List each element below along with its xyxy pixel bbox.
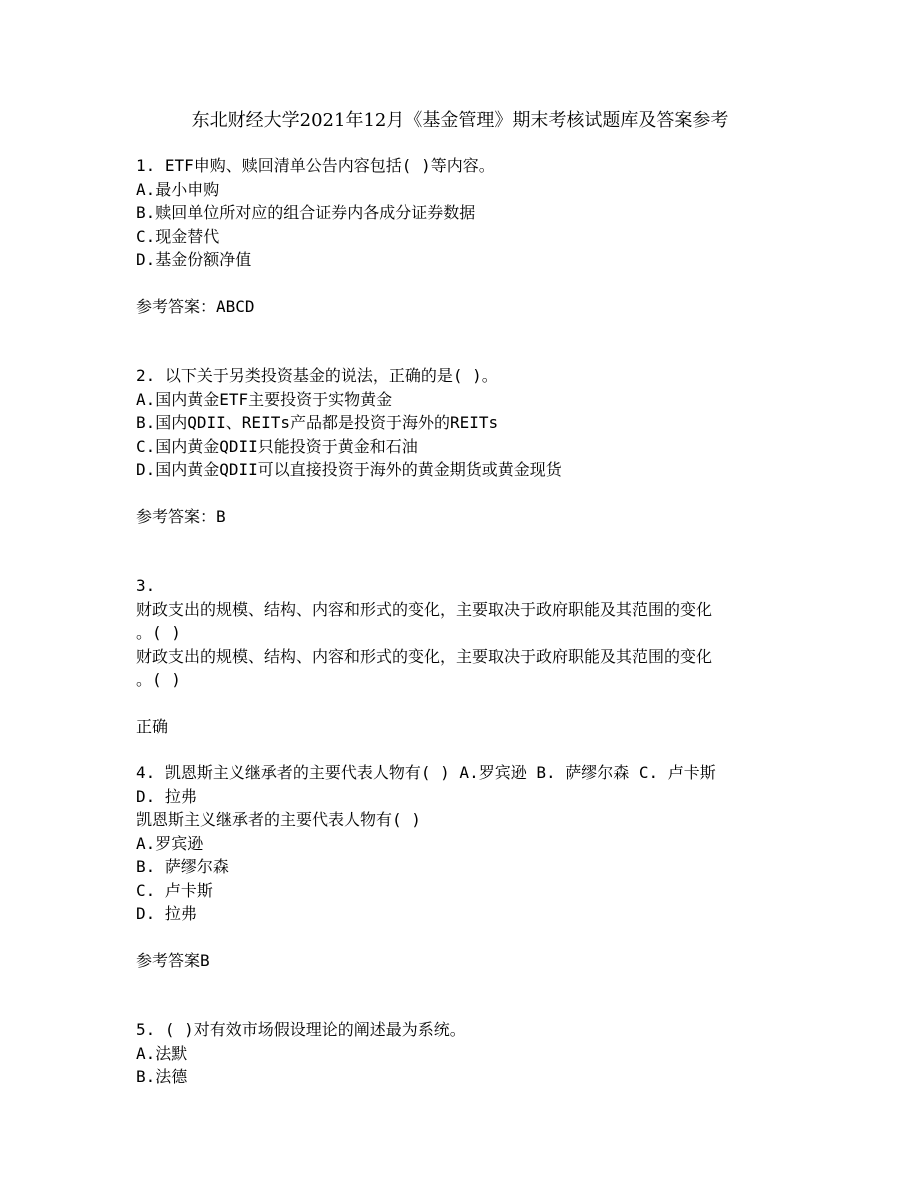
- spacer: [136, 972, 816, 1018]
- question-3-text-line: 财政支出的规模、结构、内容和形式的变化，主要取决于政府职能及其范围的变化: [136, 646, 713, 666]
- spacer: [136, 738, 816, 761]
- question-1-answer: 参考答案：ABCD: [136, 296, 255, 316]
- question-5: [136, 1018, 816, 1089]
- document-title: 东北财经大学2021年12月《基金管理》期末考核试题库及答案参考: [191, 110, 729, 131]
- spacer: [136, 318, 816, 364]
- question-4-stem-line: D. 拉弗: [136, 786, 197, 806]
- question-4: [136, 761, 816, 972]
- spacer: [136, 926, 816, 949]
- spacer: [136, 482, 816, 505]
- question-4-stem-line: 凯恩斯主义继承者的主要代表人物有( ): [136, 810, 421, 829]
- question-4-stem-line: 4. 凯恩斯主义继承者的主要代表人物有( ) A.罗宾逊 B. 萨缪尔森 C. 卢卡斯: [136, 763, 716, 782]
- question-1-option-c: C.现金替代: [136, 226, 220, 246]
- question-2-option-a: A.国内黄金ETF主要投资于实物黄金: [136, 389, 393, 409]
- spacer: [136, 692, 816, 715]
- question-5-option-b: B.法德: [136, 1067, 188, 1086]
- question-1-stem: 1. ETF申购、赎回清单公告内容包括( )等内容。: [136, 156, 495, 175]
- spacer: [136, 272, 816, 295]
- question-2-stem: 2. 以下关于另类投资基金的说法，正确的是( )。: [136, 366, 498, 385]
- question-4-answer: 参考答案B: [136, 950, 210, 970]
- spacer: [136, 528, 816, 574]
- question-2: [136, 364, 816, 528]
- question-2-option-d: D.国内黄金QDII可以直接投资于海外的黄金期货或黄金现货: [136, 460, 562, 479]
- question-2-option-b: B.国内QDII、REITs产品都是投资于海外的REITs: [136, 413, 499, 432]
- question-5-stem: 5. ( )对有效市场假设理论的阐述最为系统。: [136, 1020, 466, 1039]
- question-2-option-c: C.国内黄金QDII只能投资于黄金和石油: [136, 436, 418, 456]
- question-4-option-a: A.罗宾逊: [136, 833, 204, 853]
- question-3-text-line: 。( ): [136, 670, 181, 689]
- question-3-number: 3.: [136, 576, 156, 595]
- question-3-text-line: 财政支出的规模、结构、内容和形式的变化，主要取决于政府职能及其范围的变化: [136, 599, 713, 619]
- question-5-option-a: A.法默: [136, 1043, 188, 1063]
- question-3-answer: 正确: [136, 716, 169, 736]
- question-1-option-a: A.最小申购: [136, 179, 220, 199]
- question-list: [136, 154, 816, 1089]
- question-4-option-b: B. 萨缪尔森: [136, 857, 229, 876]
- question-1-option-d: D.基金份额净值: [136, 250, 252, 269]
- question-1: [136, 154, 816, 318]
- question-3: [136, 574, 816, 738]
- question-2-answer: 参考答案：B: [136, 506, 226, 526]
- question-1-option-b: B.赎回单位所对应的组合证券内各成分证券数据: [136, 203, 476, 222]
- question-4-option-d: D. 拉弗: [136, 904, 197, 923]
- question-4-option-c: C. 卢卡斯: [136, 880, 213, 900]
- question-3-text-line: 。( ): [136, 623, 181, 642]
